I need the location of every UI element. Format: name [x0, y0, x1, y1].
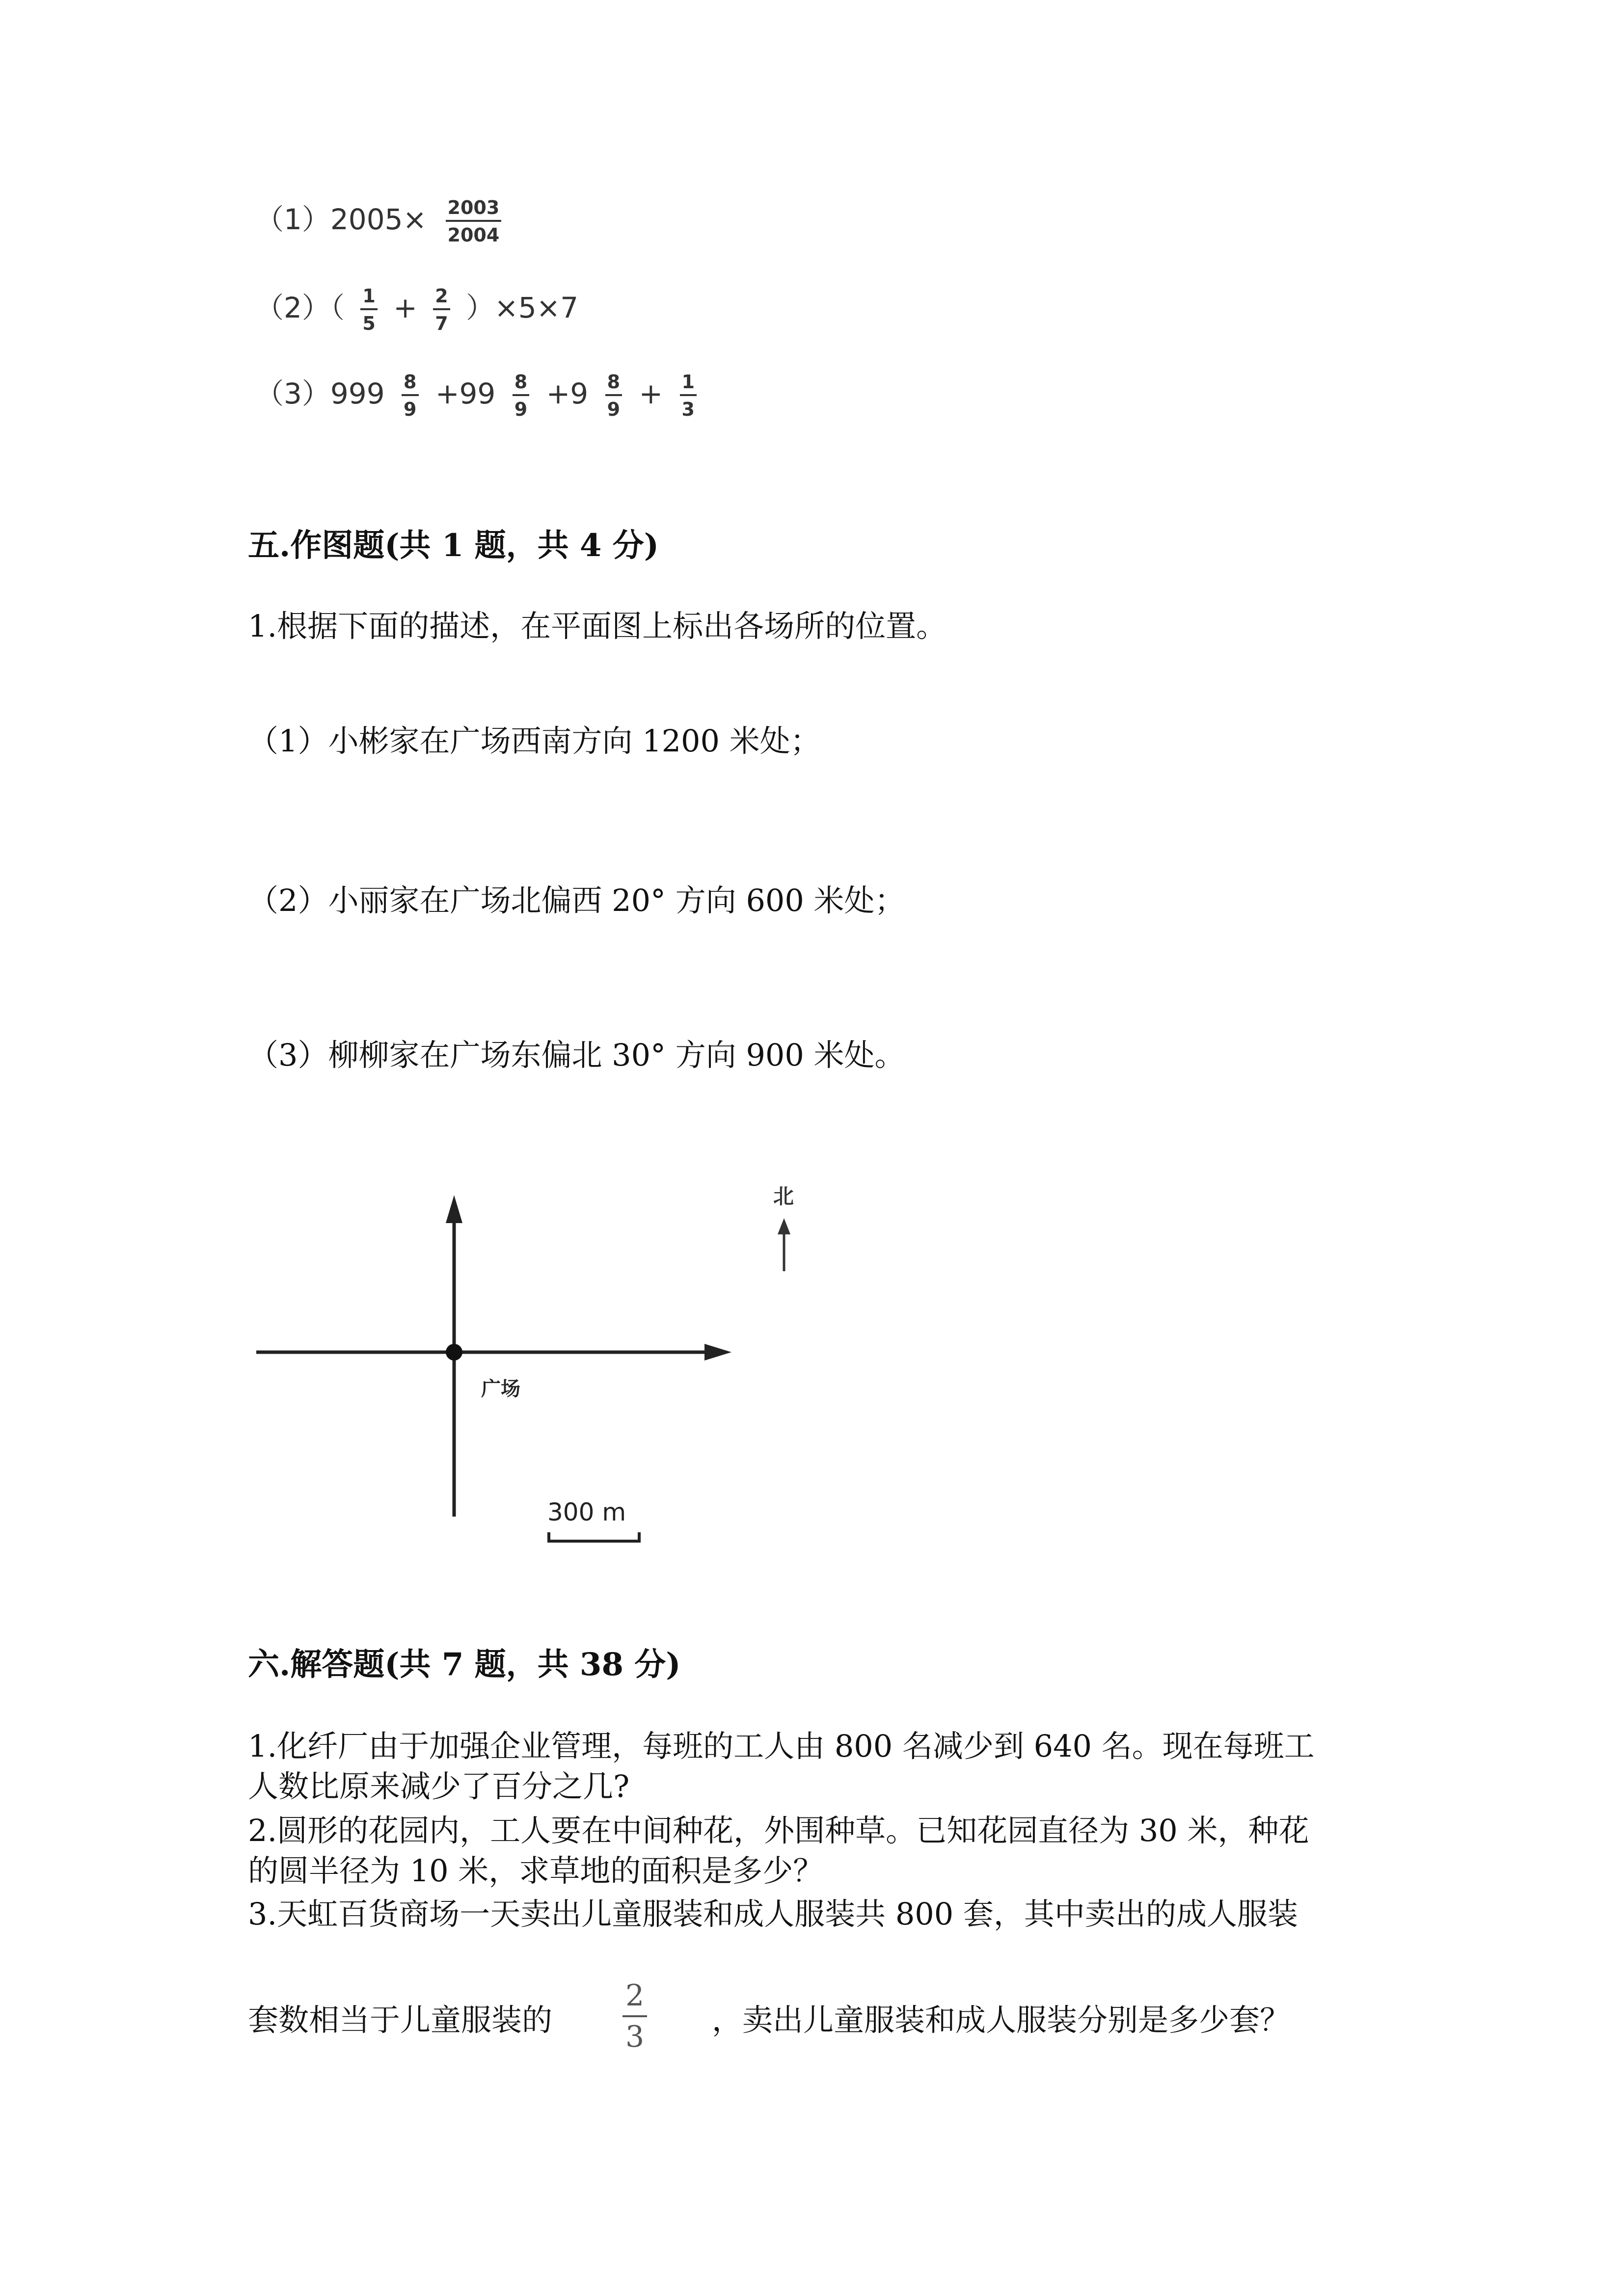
- plus-sign: +: [639, 377, 663, 410]
- fraction-denominator: 9: [404, 398, 417, 420]
- fraction-numerator: 1: [360, 287, 377, 310]
- calc-item-3-prefix: （3）999: [255, 377, 385, 410]
- east-arrow-icon: [704, 1344, 731, 1361]
- section-5-item-1: （1）小彬家在广场西南方向 1200 米处；: [248, 723, 821, 759]
- section-6-q2-line1: 2.圆形的花园内，工人要在中间种花，外围种草。已知花园直径为 30 米，种花: [248, 1813, 1309, 1848]
- fraction-numerator: 1: [680, 373, 697, 396]
- calc-item-1-prefix: （1）2005×: [255, 203, 427, 236]
- fraction-numerator: 2: [623, 1981, 647, 2017]
- fraction-denominator: 9: [607, 398, 621, 420]
- section-5-item-3: （3）柳柳家在广场东偏北 30° 方向 900 米处。: [248, 1037, 905, 1073]
- calc-item-2-suffix: ）×5×7: [466, 291, 579, 324]
- plaza-label: 广场: [481, 1378, 520, 1400]
- fraction-2-3: [623, 1978, 647, 2054]
- north-arrow-icon: [778, 1218, 790, 1234]
- calc-item-3-part: +9: [546, 377, 589, 410]
- fraction-denominator: 7: [435, 312, 448, 334]
- section-6-q1-line2: 人数比原来减少了百分之几?: [248, 1768, 630, 1804]
- calc-item-3-part: +99: [435, 377, 496, 410]
- fraction-denominator: 3: [625, 2020, 645, 2054]
- fraction-numerator: 2: [433, 287, 450, 310]
- section-5-item-2: （2）小丽家在广场北偏西 20° 方向 600 米处；: [248, 882, 905, 918]
- section-6-q3-before: 套数相当于儿童服装的: [248, 2002, 553, 2038]
- section-5-heading: 五.作图题(共 1 题，共 4 分): [248, 527, 659, 564]
- scale-bar: [549, 1532, 639, 1541]
- fraction-denominator: 3: [681, 398, 695, 420]
- north-label: 北: [773, 1184, 794, 1208]
- calc-item-2-prefix: （2）（: [255, 291, 345, 324]
- section-5-question: 1.根据下面的描述，在平面图上标出各场所的位置。: [248, 608, 947, 644]
- fraction-denominator: 2004: [447, 224, 500, 246]
- section-6-heading: 六.解答题(共 7 题，共 38 分): [248, 1646, 681, 1683]
- plaza-dot: [446, 1344, 462, 1361]
- fraction-denominator: 5: [362, 312, 376, 334]
- plus-sign: +: [393, 291, 417, 324]
- fraction-numerator: 8: [402, 373, 418, 396]
- fraction-numerator: 8: [513, 373, 529, 396]
- section-6-q3-after: ，卖出儿童服装和成人服装分别是多少套？: [712, 2002, 1291, 2038]
- fraction-numerator: 2003: [446, 198, 502, 222]
- north-arrow-axis-icon: [446, 1195, 462, 1223]
- fraction-numerator: 8: [605, 373, 622, 396]
- section-6-q2-line2: 的圆半径为 10 米，求草地的面积是多少？: [248, 1853, 824, 1889]
- section-6-q1-line1: 1.化纤厂由于加强企业管理，每班的工人由 800 名减少到 640 名。现在每班工: [248, 1728, 1315, 1764]
- fraction-denominator: 9: [514, 398, 528, 420]
- section-6-q3-line1: 3.天虹百货商场一天卖出儿童服装和成人服装共 800 套，其中卖出的成人服装: [248, 1896, 1298, 1932]
- scale-label: 300 m: [547, 1498, 626, 1526]
